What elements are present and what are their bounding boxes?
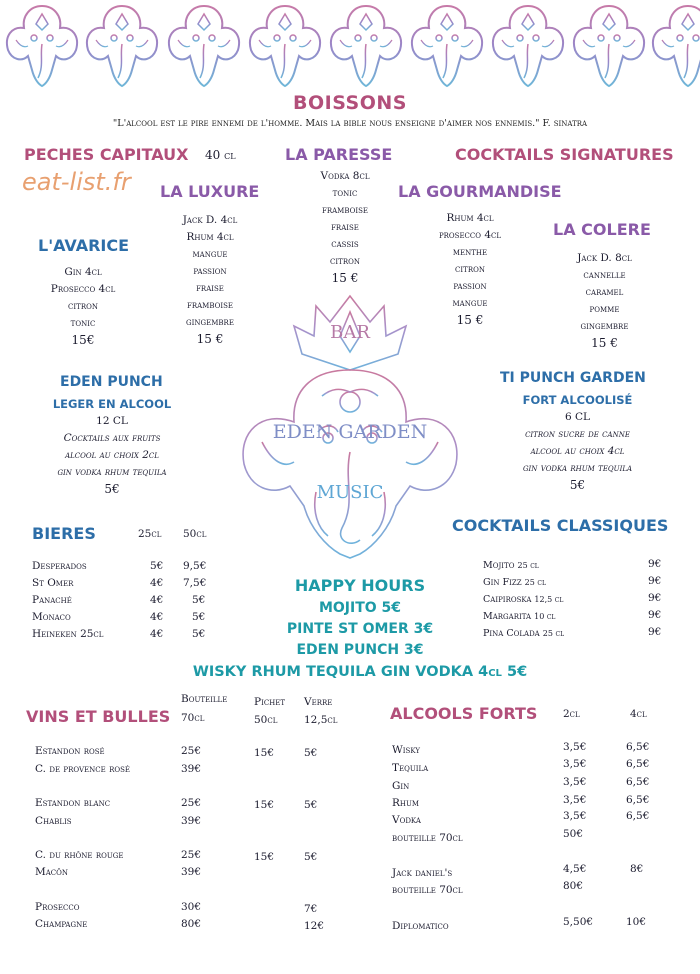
cocktail-name: Gin Fizz (483, 577, 522, 588)
wine-price-bouteille: 39€ (181, 815, 202, 827)
beer-price-25: 4€ (150, 628, 164, 640)
spirit-price-2cl: 3,5€ (563, 741, 587, 753)
forts-col-2cl: 2cl (563, 708, 580, 720)
wine-price-pichet: 15€ (254, 851, 275, 863)
ti-punch-size: 6 CL (564, 411, 591, 423)
list-item: citron (68, 300, 98, 312)
wine-price-verre: 5€ (304, 747, 318, 759)
eden-garden-logo (232, 292, 468, 566)
spirit-price-4cl: 6,5€ (626, 741, 650, 753)
cocktail-size: 25 cl (524, 578, 546, 587)
cocktail-price: 9€ (648, 558, 662, 570)
cocktail-name: Caipiroska (483, 594, 532, 605)
wine-price-bouteille: 39€ (181, 866, 202, 878)
spirit-price-4cl: 6,5€ (626, 776, 650, 788)
happy-hours-spirits: WISKY RHUM TEQUILA GIN VODKA 4cl 5€ (192, 664, 528, 680)
beer-price-50: 5€ (192, 611, 206, 623)
forts-col-4cl: 4cl (630, 708, 647, 720)
beer-price-25: 4€ (150, 594, 164, 606)
eden-punch-subtitle: LEGER EN ALCOOL (52, 397, 172, 411)
wine-name: C. du rhône rouge (35, 849, 124, 861)
wine-price-bouteille: 30€ (181, 901, 202, 913)
list-item: Rhum 4cl (186, 231, 234, 243)
vins-col-pichet-size: 50cl (254, 714, 278, 726)
list-item: framboise (321, 204, 369, 216)
spirit-price-4cl: 6,5€ (626, 810, 650, 822)
sinatra-quote: "L'alcool est le pire ennemi de l'homme. Mais la bible nous enseigne d'aimer nos ennemis." F. sinatra (112, 118, 588, 129)
la-paresse-list (300, 168, 390, 287)
table-row (483, 560, 539, 571)
spirit-name: bouteille 70cl (392, 832, 463, 844)
wine-price-verre: 5€ (304, 799, 318, 811)
list-item: cannelle (583, 269, 626, 281)
vins-col-bouteille: Bouteille (181, 693, 228, 705)
spirit-price-2cl: 3,5€ (563, 810, 587, 822)
list-item: citron (455, 263, 485, 275)
list-item: fraise (331, 221, 359, 233)
list-item: Rhum 4cl (446, 212, 494, 224)
table-row (483, 628, 564, 639)
peches-size: 40 cl (205, 148, 236, 162)
spirit-price-2cl: 3,5€ (563, 776, 587, 788)
beer-price-50: 7,5€ (183, 577, 207, 589)
spirit-name: Vodka (392, 814, 421, 826)
happy-hours-eden-punch: EDEN PUNCH 3€ (296, 642, 424, 658)
beer-name: Monaco (32, 611, 71, 623)
beer-price-25: 4€ (150, 611, 164, 623)
list-item: Jack D. 8cl (577, 252, 632, 264)
spirit-price-2cl: 4,5€ (563, 863, 587, 875)
spirit-name: Jack daniel's (392, 867, 453, 879)
wine-price-verre: 5€ (304, 851, 318, 863)
la-colere-heading: LA COLERE (553, 220, 651, 239)
list-item: gin vodka rhum tequila (57, 466, 167, 478)
cocktail-name: Mojito (483, 560, 515, 571)
table-row (32, 594, 72, 606)
wine-name: Estandon rosé (35, 745, 105, 757)
elephant-pattern-band (0, 0, 700, 92)
list-item: gin vodka rhum tequila (522, 462, 633, 474)
wine-name: Champagne (35, 918, 88, 930)
list-item: Jack D. 4cl (182, 214, 238, 226)
spirit-price-2cl: 50€ (563, 828, 584, 840)
wine-name: C. de provence rosé (35, 763, 130, 775)
wine-price-verre: 12€ (304, 920, 325, 932)
table-row (483, 594, 563, 605)
eden-punch-heading: EDEN PUNCH (60, 374, 163, 390)
list-item: Cocktails aux fruits (63, 432, 161, 444)
table-row (483, 611, 555, 622)
wine-price-pichet: 15€ (254, 799, 275, 811)
beer-name: Heineken 25cl (32, 628, 104, 640)
cocktail-price: 9€ (648, 609, 662, 621)
l-avarice-heading: L'AVARICE (38, 236, 130, 255)
happy-hours-mojito: MOJITO 5€ (318, 600, 402, 616)
spirit-price-4cl: 10€ (626, 916, 647, 928)
table-row (32, 560, 87, 572)
price: 15 € (456, 313, 484, 327)
cocktail-name: Margarita (483, 611, 532, 622)
happy-hours-pinte: PINTE ST OMER 3€ (286, 621, 434, 637)
cocktail-size: 25 cl (542, 629, 565, 638)
cocktails-signatures-heading: COCKTAILS SIGNATURES (455, 145, 674, 164)
bieres-col-25cl: 25cl (138, 528, 162, 540)
list-item: mangue (192, 248, 228, 260)
beer-price-50: 9,5€ (183, 560, 207, 572)
bieres-heading: BIERES (32, 524, 96, 543)
eden-punch-details (22, 396, 202, 498)
wine-name: Prosecco (35, 901, 80, 913)
spirit-name: Rhum (392, 797, 420, 809)
list-item: passion (193, 265, 227, 277)
wine-price-pichet: 15€ (254, 747, 275, 759)
wine-price-bouteille: 25€ (181, 849, 202, 861)
spirit-name: Diplomatico (392, 920, 449, 932)
spirit-price-4cl: 6,5€ (626, 794, 650, 806)
table-row (32, 628, 103, 640)
spirit-name: bouteille 70cl (392, 884, 463, 896)
alcools-forts-heading: ALCOOLS FORTS (390, 704, 538, 723)
spirit-price-4cl: 8€ (630, 863, 644, 875)
happy-hours-heading: HAPPY HOURS (294, 576, 426, 595)
logo-bar-text: BAR (330, 322, 370, 343)
beer-price-25: 5€ (150, 560, 164, 572)
list-item: citron (330, 255, 360, 267)
beer-name: Panaché (32, 594, 72, 606)
page-title: BOISSONS (293, 92, 407, 114)
wine-name: Macôn (35, 866, 69, 878)
cocktail-price: 9€ (648, 626, 662, 638)
la-colere-list (552, 250, 657, 352)
spirit-price-2cl: 5,50€ (563, 916, 594, 928)
ti-punch-subtitle: FORT ALCOOLISÉ (522, 393, 633, 407)
list-item: menthe (452, 246, 488, 258)
table-row (483, 577, 546, 588)
beer-name: Desperados (32, 560, 87, 572)
wine-price-verre: 7€ (304, 903, 318, 915)
vins-col-bouteille-size: 70cl (181, 712, 205, 724)
cocktail-name: Pina Colada (483, 628, 540, 639)
list-item: Gin 4cl (64, 266, 102, 278)
la-luxure-list (160, 212, 260, 348)
wine-price-bouteille: 25€ (181, 745, 202, 757)
ti-punch-garden-heading: TI PUNCH GARDEN (500, 370, 646, 386)
beer-price-50: 5€ (192, 628, 206, 640)
list-item: alcool au choix 2cl (65, 449, 159, 461)
la-luxure-heading: LA LUXURE (160, 182, 260, 201)
list-item: fraise (196, 282, 224, 294)
price: 15 € (591, 336, 618, 350)
table-row (32, 611, 71, 623)
spirit-price-2cl: 80€ (563, 880, 584, 892)
cocktails-classiques-heading: COCKTAILS CLASSIQUES (452, 516, 669, 535)
cocktail-size: 10 cl (534, 612, 556, 621)
la-gourmandise-heading: LA GOURMANDISE (398, 182, 562, 201)
list-item: framboise (186, 299, 234, 311)
cocktail-price: 9€ (648, 592, 662, 604)
list-item: prosecco 4cl (438, 229, 502, 241)
cocktail-size: 12,5 cl (534, 595, 564, 604)
la-paresse-heading: LA PARESSE (285, 145, 393, 164)
beer-price-50: 5€ (192, 594, 206, 606)
spirit-price-4cl: 6,5€ (626, 758, 650, 770)
wine-name: Chablis (35, 815, 72, 827)
peches-capitaux-heading: PECHES CAPITAUX (24, 145, 189, 164)
wine-price-bouteille: 80€ (181, 918, 202, 930)
spirit-name: Gin (392, 780, 410, 792)
list-item: alcool au choix 4cl (530, 445, 625, 457)
vins-col-verre-size: 12,5cl (304, 714, 338, 726)
table-row (32, 577, 73, 589)
ti-punch-details (490, 392, 665, 494)
beer-name: St Omer (32, 577, 74, 589)
list-item: gingembre (580, 320, 629, 332)
spirit-name: Wisky (392, 744, 421, 756)
spirit-price-2cl: 3,5€ (563, 758, 587, 770)
wine-price-bouteille: 25€ (181, 797, 202, 809)
spirit-price-2cl: 3,5€ (563, 794, 587, 806)
list-item: pomme (589, 303, 620, 315)
l-avarice-list (28, 264, 138, 349)
list-item: caramel (585, 286, 624, 298)
logo-eden-garden-text: EDEN GARDEN (272, 421, 428, 443)
vins-et-bulles-heading: VINS ET BULLES (26, 707, 171, 726)
wine-price-bouteille: 39€ (181, 763, 202, 775)
list-item: citron sucre de canne (525, 428, 630, 440)
logo-music-text: MUSIC (316, 482, 384, 503)
list-item: passion (453, 280, 487, 292)
price: 15 € (331, 271, 359, 285)
list-item: gingembre (186, 316, 234, 328)
list-item: tonic (332, 187, 358, 199)
price: 5€ (569, 478, 586, 492)
list-item: Prosecco 4cl (50, 283, 116, 295)
la-gourmandise-list (420, 210, 520, 329)
list-item: cassis (331, 238, 359, 250)
price: 15€ (71, 333, 95, 347)
vins-col-pichet: Pichet (254, 696, 286, 708)
wine-name: Estandon blanc (35, 797, 111, 809)
bieres-col-50cl: 50cl (183, 528, 207, 540)
beer-price-25: 4€ (150, 577, 164, 589)
watermark: eat-list.fr (22, 168, 131, 196)
vins-col-verre: Verre (304, 696, 333, 708)
cocktail-price: 9€ (648, 575, 662, 587)
list-item: mangue (452, 297, 488, 309)
spirit-name: Tequila (392, 762, 429, 774)
eden-punch-size: 12 CL (96, 415, 128, 427)
cocktail-size: 25 cl (517, 561, 539, 570)
price: 15 € (196, 332, 224, 346)
list-item: Vodka 8cl (320, 170, 370, 182)
price: 5€ (104, 482, 120, 496)
list-item: tonic (70, 317, 96, 329)
